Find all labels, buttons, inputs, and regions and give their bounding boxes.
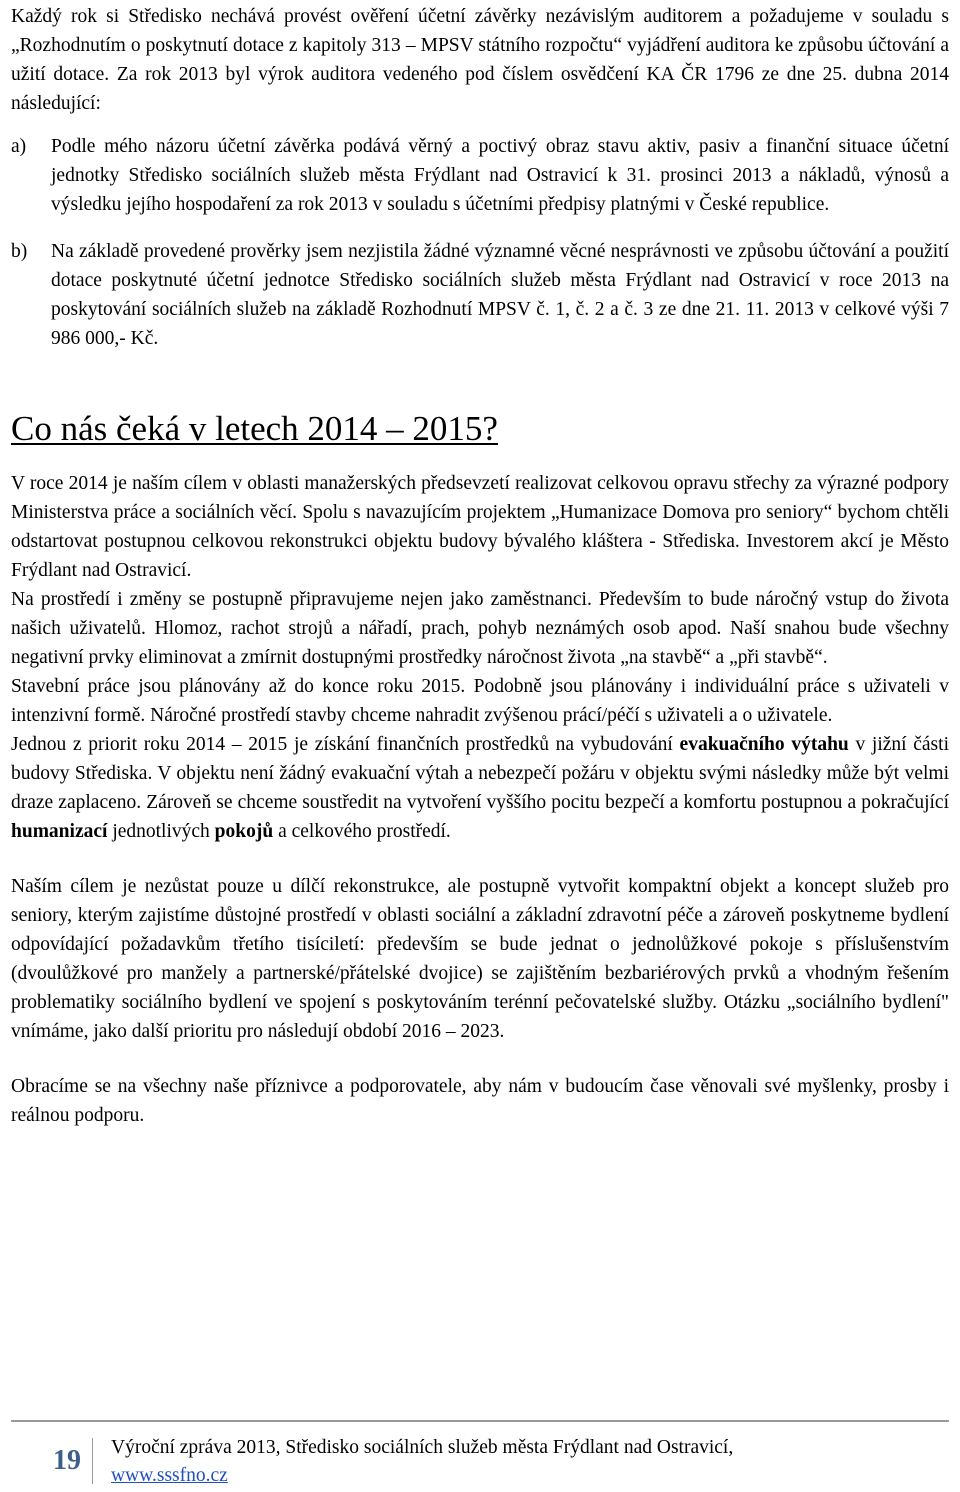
footer-title: Výroční zpráva 2013, Středisko sociálních služeb města Frýdlant nad Ostravicí, bbox=[111, 1437, 734, 1458]
intro-audit-sentence: Každý rok si Středisko nechává provést ověření účetní závěrky nezávislým auditorem a požadujeme v souladu s „Rozhodnutím o poskytnutí dotace z kapitoly 313 – MPSV státního rozpočtu“ vyjádření auditora ke způsobu účtování a užití dotace. bbox=[11, 6, 949, 85]
list-item-text: Podle mého názoru účetní závěrka podává věrný a poctivý obraz stavu aktiv, pasiv a finanční situace účetní jednotky Středisko sociálních služeb města Frýdlant nad Ostravicí k 31. prosinci 2013 a nákladů, výnosů a výsledku jejího hospodaření za rok 2013 v souladu s účetními předpisy platnými v České republice. bbox=[51, 136, 949, 215]
body-paragraph-roof: V roce 2014 je naším cílem v oblasti manažerských předsevzetí realizovat celkovou opravu střechy za výrazné podpory Ministerstva práce a sociálních věcí. Spolu s navazujícím projektem „Humanizace Domova pro seniory“ bychom chtěli odstartovat postupnou celkovou rekonstrukci objektu budovy bývalého kláštera - Střediska. Investorem akcí je Město Frýdlant nad Ostravicí. bbox=[11, 473, 949, 581]
auditor-statement-list bbox=[11, 132, 949, 353]
list-marker: b) bbox=[11, 241, 28, 262]
footer-text bbox=[111, 1434, 733, 1490]
website-link[interactable]: www.sssfno.cz bbox=[111, 1465, 228, 1486]
body-paragraph-changes: Na prostředí i změny se postupně připravujeme nejen jako zaměstnanci. Především to bude náročný vstup do života našich uživatelů. Hlomoz, rachot strojů a nářadí, prach, pohyb neznámých osob apod. Naší snahou bude všechny negativní prvky eliminovat a zmírnit dostupnými prostředky náročnost života „na stavbě“ a „při stavbě“. bbox=[11, 589, 949, 668]
body-paragraph-goal: Naším cílem je nezůstat pouze u dílčí rekonstrukce, ale postupně vytvořit kompaktní objekt a koncept služeb pro seniory, kterým zajistíme důstojné prostředí v oblasti sociální a základní zdravotní péče a zároveň poskytneme bydlení odpovídající požadavkům třetího tisíciletí: především se bude jednat o jednolůžkové pokoje s příslušenstvím (dvoulůžkové pro manžely a partnerské/přátelské dvojice) se zajištěním bezbariérových prvků a vhodným řešením problematiky sociálního bydlení ve spojení s poskytováním terénní pečovatelské služby. Otázku „sociálního bydlení" vnímáme, jako další prioritu pro následují období 2016 – 2023. bbox=[11, 876, 949, 1042]
body-paragraph-priorities: Jednou z priorit roku 2014 – 2015 je získání finančních prostředků na vybudování evakuačního výtahu v jižní části budovy Střediska. V objektu není žádný evakuační výtah a nebezpečí požáru v objektu svými následky může být velmi draze zaplaceno. Zároveň se chceme soustředit na vytvoření vyššího pocitu bezpečí a komfortu postupnou a pokračující humanizací jednotlivých pokojů a celkového prostředí. bbox=[11, 734, 949, 842]
body-paragraph-appeal: Obracíme se na všechny naše příznivce a podporovatele, aby nám v budoucím čase věnovali své myšlenky, prosby i reálnou podporu. bbox=[11, 1076, 949, 1126]
list-item-text: Na základě provedené prověrky jsem nezjistila žádné významné věcné nesprávnosti ve způsobu účtování a použití dotace poskytnuté účetní jednotce Středisko sociálních služeb města Frýdlant nad Ostravicí v roce 2013 na poskytování sociálních služeb na základě Rozhodnutí MPSV č. 1, č. 2 a č. 3 ze dne 21. 11. 2013 v celkové výši 7 986 000,- Kč. bbox=[51, 241, 949, 349]
list-item bbox=[11, 132, 949, 219]
document-page bbox=[11, 0, 949, 1130]
emphasis-rooms: pokojů bbox=[214, 821, 274, 842]
emphasis-elevator: evakuačního výtahu bbox=[679, 734, 849, 755]
intro-result-sentence: Za rok 2013 byl výrok auditora vedeného pod číslem osvědčení KA ČR 1796 ze dne 25. dubna 2014 následující: bbox=[11, 64, 950, 114]
body-paragraph-schedule: Stavební práce jsou plánovány až do konce roku 2015. Podobně jsou plánovány i individuální práce s uživateli v intenzivní formě. Náročné prostředí stavby chceme nahradit zvýšenou prácí/péčí s uživateli a o uživatele. bbox=[11, 676, 949, 726]
list-marker: a) bbox=[11, 136, 27, 157]
section-heading: Co nás čeká v letech 2014 – 2015? bbox=[11, 409, 498, 448]
page-footer bbox=[0, 1420, 960, 1492]
emphasis-humanization: humanizací bbox=[11, 821, 108, 842]
page-number: 19 bbox=[42, 1438, 93, 1484]
intro-paragraph bbox=[11, 0, 949, 118]
list-item bbox=[11, 237, 949, 353]
footer-divider bbox=[11, 1420, 949, 1422]
